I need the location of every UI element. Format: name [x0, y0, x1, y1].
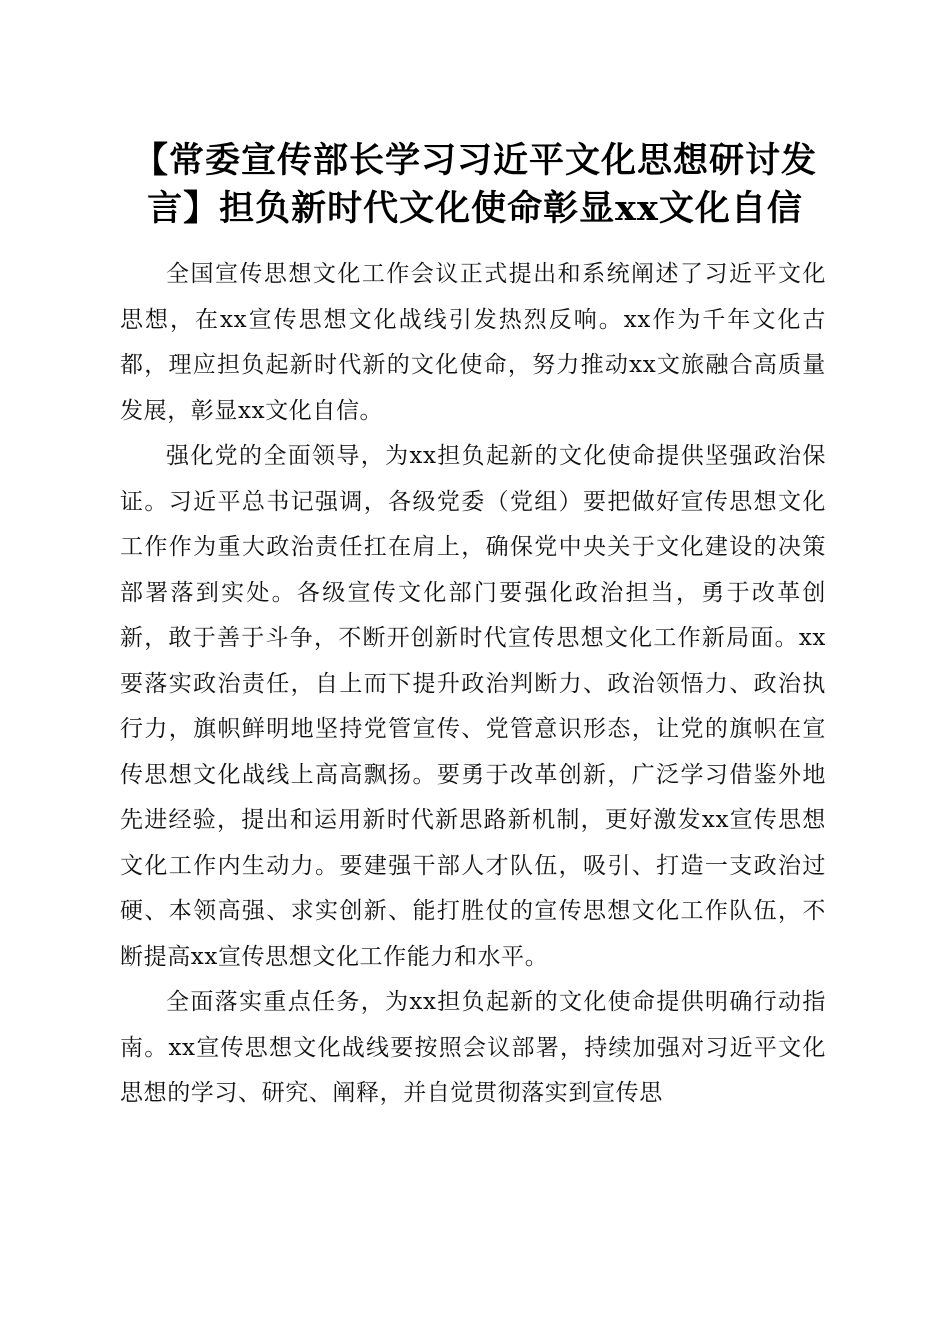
document-body: [120, 252, 826, 1117]
paragraph-3: 全面落实重点任务，为xx担负起新的文化使命提供明确行动指南。xx宣传思想文化战线要按照会议部署，持续加强对习近平文化思想的学习、研究、阐释，并自觉贯彻落实到宣传思: [120, 989, 826, 1106]
document-title: 【常委宣传部长学习习近平文化思想研讨发言】担负新时代文化使命彰显xx文化自信: [132, 140, 817, 229]
paragraph-2: 强化党的全面领导，为xx担负起新的文化使命提供坚强政治保证。习近平总书记强调，各级党委（党组）要把做好宣传思想文化工作作为重大政治责任扛在肩上，确保党中央关于文化建设的决策部署落到实处。各级宣传文化部门要强化政治担当，勇于改革创新，敢于善于斗争，不断开创新时代宣传思想文化工作新局面。xx要落实政治责任，自上而下提升政治判断力、政治领悟力、政治执行力，旗帜鲜明地坚持党管宣传、党管意识形态，让党的旗帜在宣传思想文化战线上高高飘扬。要勇于改革创新，广泛学习借鉴外地先进经验，提出和运用新时代新思路新机制，更好激发xx宣传思想文化工作内生动力。要建强干部人才队伍，吸引、打造一支政治过硬、本领高强、求实创新、能打胜仗的宣传思想文化工作队伍，不断提高xx宣传思想文化工作能力和水平。: [120, 443, 826, 970]
paragraph-1: 全国宣传思想文化工作会议正式提出和系统阐述了习近平文化思想，在xx宣传思想文化战线引发热烈反响。xx作为千年文化古都，理应担负起新时代新的文化使命，努力推动xx文旅融合高质量发展，彰显xx文化自信。: [120, 261, 826, 424]
